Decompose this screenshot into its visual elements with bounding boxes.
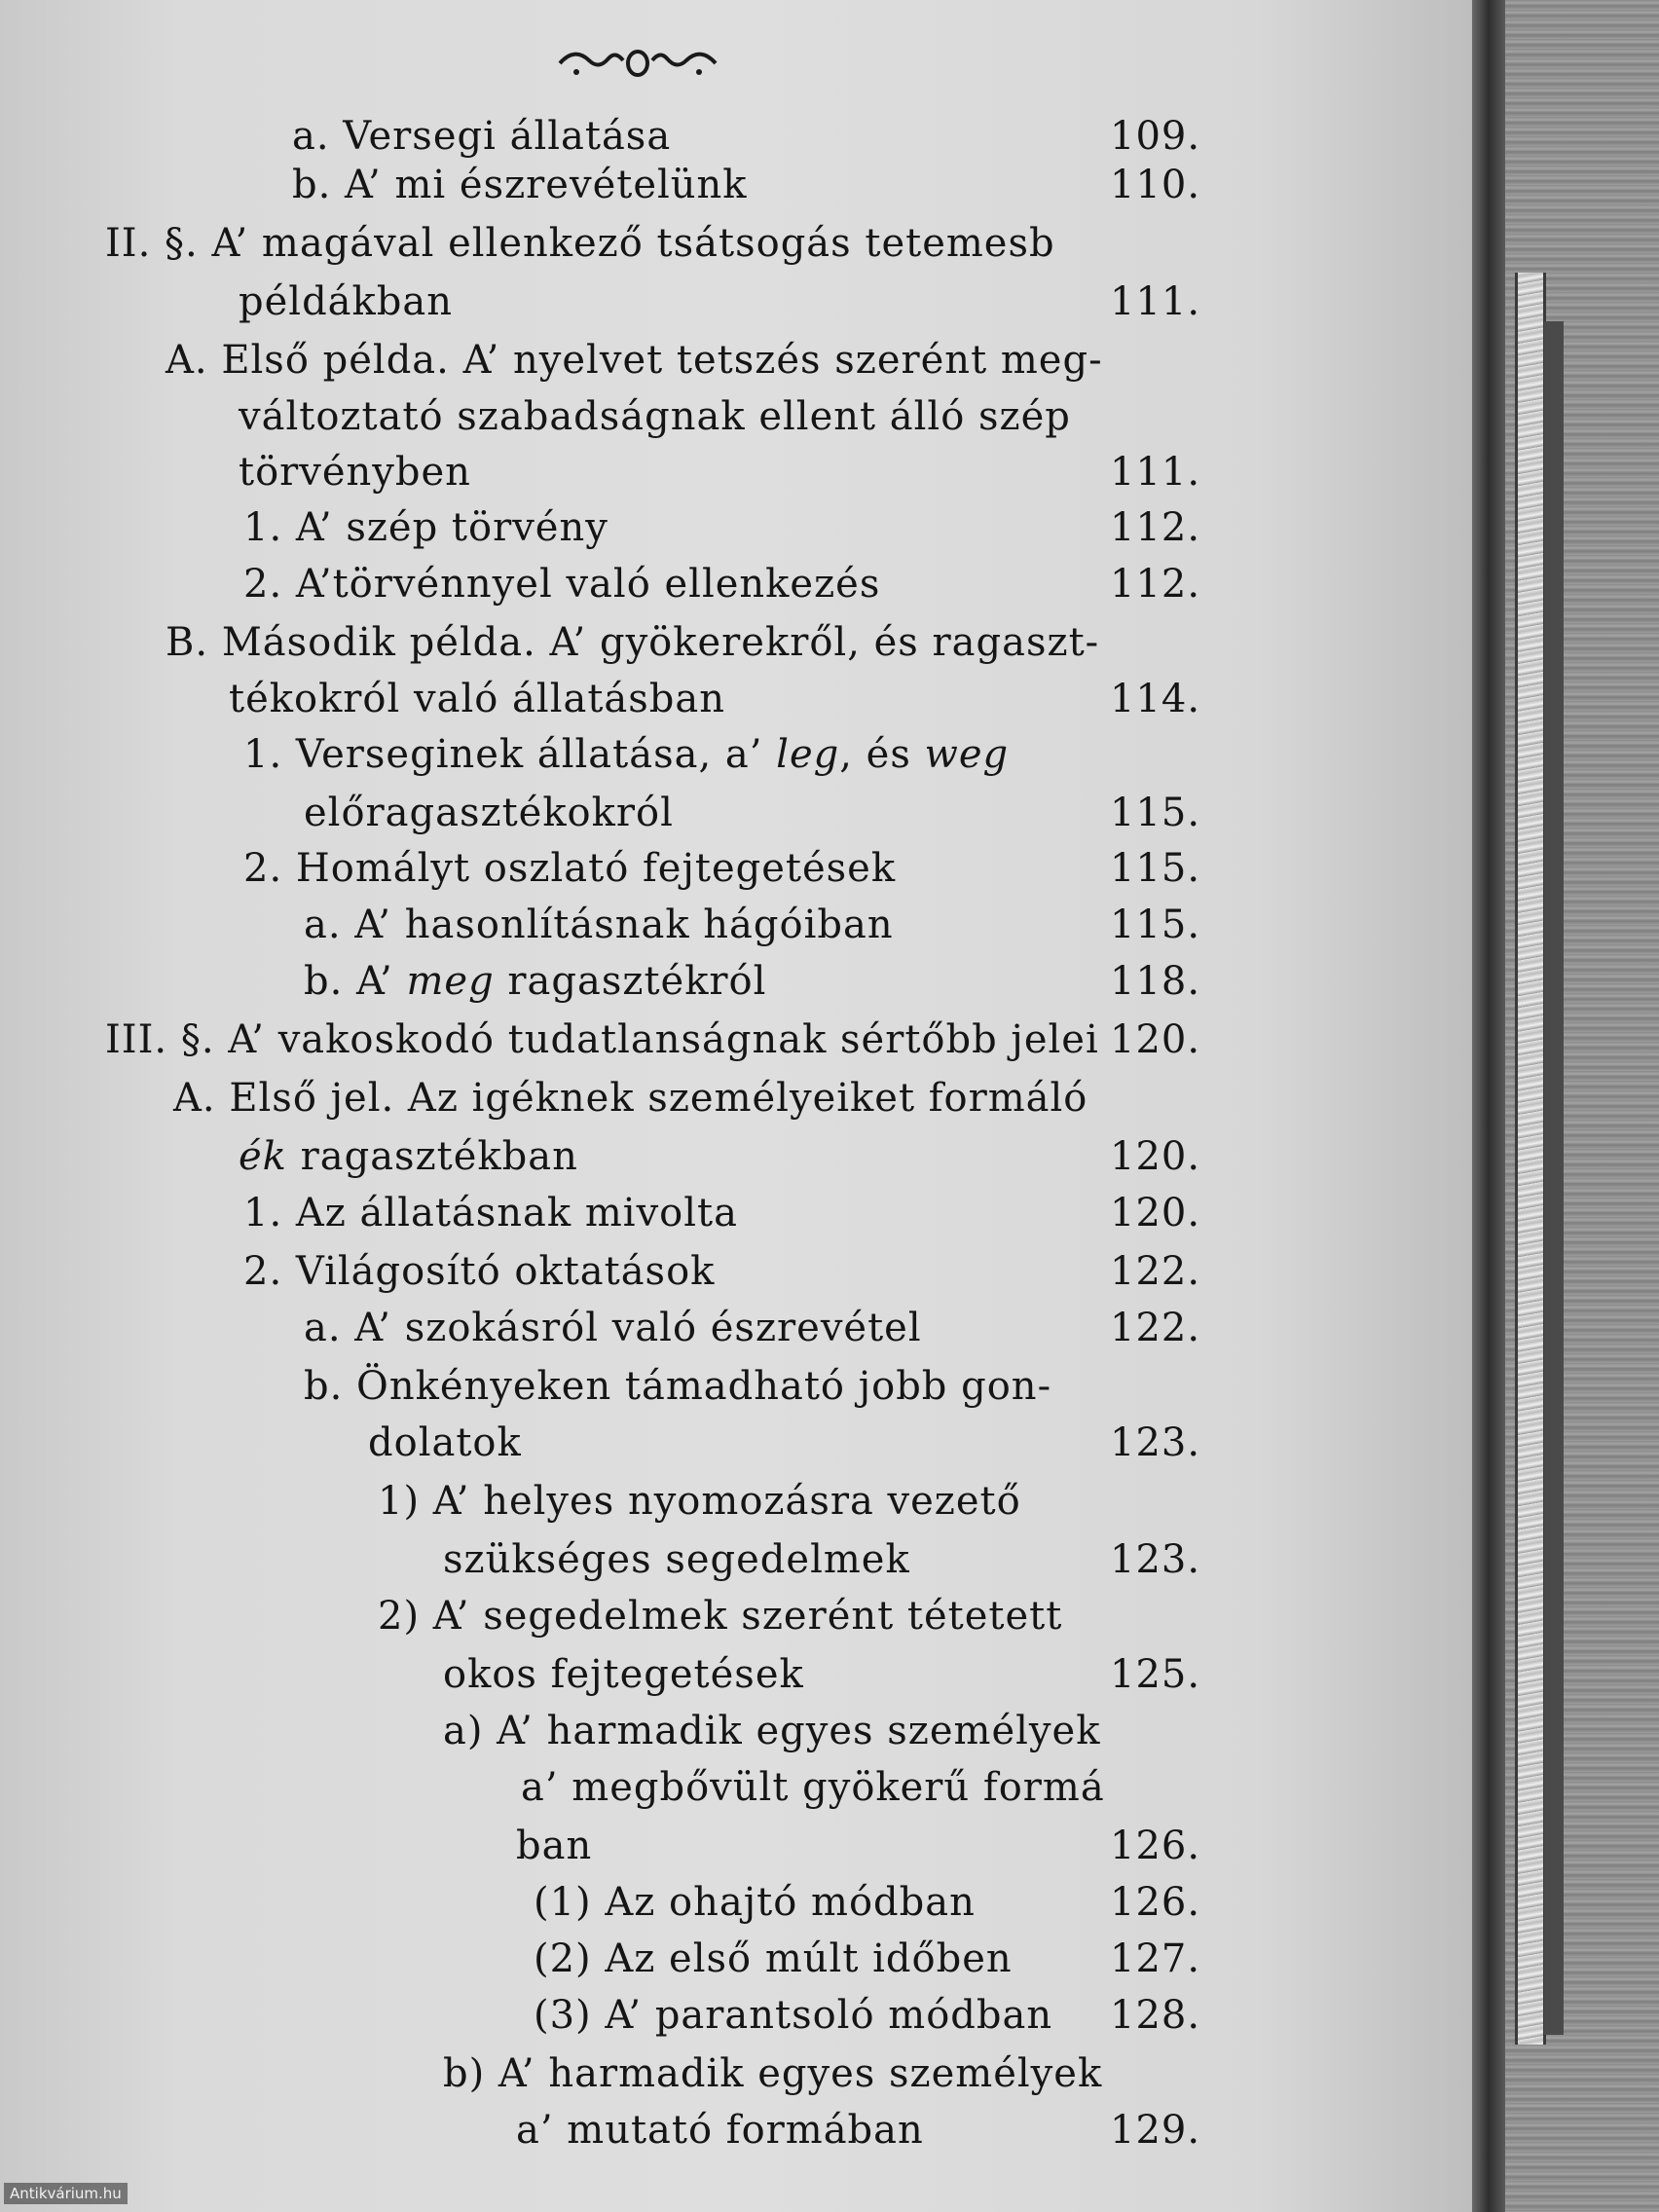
toc-line (0, 1873, 1659, 1932)
toc-entry-text: b) A’ harmadik egyes személyek (443, 2051, 1103, 2096)
toc-entry-text: b. A’ meg ragasztékról (304, 959, 767, 1004)
toc-entry-text: előragasztékokról (304, 791, 674, 835)
italic-term: weg (924, 732, 1010, 777)
toc-page-number: 109. (1110, 114, 1201, 159)
toc-line (0, 387, 1659, 446)
toc-page-number: 115. (1110, 846, 1201, 891)
toc-entry-text: dolatok (368, 1420, 522, 1465)
toc-line (0, 1758, 1659, 1817)
toc-entry-text: 2. Világosító oktatások (243, 1249, 716, 1294)
toc-entry-text: II. §. A’ magával ellenkező tsátsogás tetemesb (105, 221, 1055, 266)
toc-line (0, 555, 1659, 613)
toc-line (0, 1127, 1659, 1186)
toc-entry-text: (3) A’ parantsoló módban (534, 1993, 1053, 2038)
toc-entry-text: a’ megbővült gyökerű formá (521, 1765, 1105, 1810)
italic-term: meg (406, 959, 495, 1004)
toc-page-number: 115. (1110, 903, 1201, 947)
toc-entry-text: 1. Verseginek állatása, a’ leg, és weg (243, 732, 1010, 777)
toc-page-number: 122. (1110, 1249, 1201, 1294)
toc-line (0, 1530, 1659, 1589)
toc-entry-text: a. Versegi állatása (292, 114, 672, 159)
toc-line (0, 156, 1659, 214)
toc-entry-text: példákban (239, 279, 453, 324)
toc-page-number: 111. (1110, 450, 1201, 495)
toc-entry-text: ék ragasztékban (239, 1134, 578, 1179)
toc-entry-text: 2. A’törvénnyel való ellenkezés (243, 562, 881, 607)
toc-entry-text: 2) A’ segedelmek szerént tétetett (378, 1594, 1063, 1639)
toc-line (0, 1357, 1659, 1416)
toc-line (0, 613, 1659, 672)
toc-line (0, 1414, 1659, 1472)
toc-line (0, 896, 1659, 954)
toc-line (0, 725, 1659, 784)
toc-line (0, 2101, 1659, 2159)
toc-page-number: 127. (1110, 1936, 1201, 1981)
toc-line (0, 1986, 1659, 2045)
toc-entry-text: A. Első jel. Az igéknek személyeiket formáló (173, 1076, 1088, 1121)
toc-page-number: 126. (1110, 1824, 1201, 1868)
toc-entry-text: a’ mutató formában (516, 2108, 924, 2153)
italic-term: ék (239, 1134, 287, 1179)
toc-entry-text: tékokról való állatásban (229, 677, 725, 721)
toc-line (0, 1472, 1659, 1530)
toc-line (0, 784, 1659, 842)
toc-line (0, 1645, 1659, 1704)
toc-entry-text: törvényben (239, 450, 471, 495)
toc-entry-text: A. Első példa. A’ nyelvet tetszés szerént meg- (166, 338, 1103, 383)
toc-page-number: 118. (1110, 959, 1201, 1004)
toc-entry-text: szükséges segedelmek (443, 1537, 910, 1582)
toc-entry-text: okos fejtegetések (443, 1652, 804, 1697)
toc-page-number: 114. (1110, 677, 1201, 721)
toc-page-number: 123. (1110, 1537, 1201, 1582)
toc-entry-text: a. A’ szokásról való észrevétel (304, 1306, 922, 1350)
watermark: Antikvárium.hu (4, 2183, 128, 2204)
toc-entry-text: (2) Az első múlt időben (534, 1936, 1013, 1981)
toc-line (0, 1184, 1659, 1242)
toc-page-number: 125. (1110, 1652, 1201, 1697)
toc-line (0, 1587, 1659, 1645)
toc-page-number: 112. (1110, 562, 1201, 607)
toc-line (0, 952, 1659, 1011)
toc-line (0, 498, 1659, 557)
toc-entry-text: 1) A’ helyes nyomozásra vezető (378, 1479, 1021, 1524)
toc-entry-text: változtató szabadságnak ellent álló szép (239, 394, 1071, 439)
toc-entry-text: a) A’ harmadik egyes személyek (443, 1709, 1101, 1753)
toc-line (0, 1242, 1659, 1301)
toc-line (0, 273, 1659, 331)
toc-page-number: 115. (1110, 791, 1201, 835)
toc-page-number: 120. (1110, 1017, 1201, 1062)
toc-page-number: 122. (1110, 1306, 1201, 1350)
toc-line (0, 1299, 1659, 1357)
toc-line (0, 839, 1659, 898)
italic-term: leg (776, 732, 840, 777)
toc-line (0, 670, 1659, 728)
toc-page-number: 126. (1110, 1880, 1201, 1925)
toc-page-number: 120. (1110, 1134, 1201, 1179)
toc-line (0, 1702, 1659, 1760)
toc-line (0, 1817, 1659, 1875)
toc-entry-text: 1. A’ szép törvény (243, 505, 608, 550)
toc-entry-text: B. Második példa. A’ gyökerekről, és ragaszt- (166, 620, 1100, 665)
ornament-icon (555, 39, 720, 88)
toc-page-number: 112. (1110, 505, 1201, 550)
toc-page-number: 111. (1110, 279, 1201, 324)
toc-line (0, 2045, 1659, 2103)
toc-entry-text: ban (516, 1824, 593, 1868)
toc-line (0, 331, 1659, 389)
toc-line (0, 1069, 1659, 1127)
toc-entry-text: III. §. A’ vakoskodó tudatlanságnak sértőbb jelei (105, 1017, 1099, 1062)
toc-page-number: 110. (1110, 163, 1201, 207)
toc-entry-text: a. A’ hasonlításnak hágóiban (304, 903, 894, 947)
toc-entry-text: b. Önkényeken támadható jobb gon- (304, 1364, 1052, 1409)
toc-entry-text: b. A’ mi észrevételünk (292, 163, 748, 207)
toc-entry-text: 1. Az állatásnak mivolta (243, 1191, 738, 1235)
toc-entry-text: (1) Az ohajtó módban (534, 1880, 976, 1925)
toc-page-number: 129. (1110, 2108, 1201, 2153)
toc-line (0, 443, 1659, 501)
toc-page-number: 120. (1110, 1191, 1201, 1235)
toc-entry-text: 2. Homályt oszlató fejtegetések (243, 846, 897, 891)
toc-line (0, 1930, 1659, 1988)
toc-line (0, 1011, 1659, 1069)
toc-page-number: 128. (1110, 1993, 1201, 2038)
toc-page-number: 123. (1110, 1420, 1201, 1465)
toc-line (0, 214, 1659, 273)
